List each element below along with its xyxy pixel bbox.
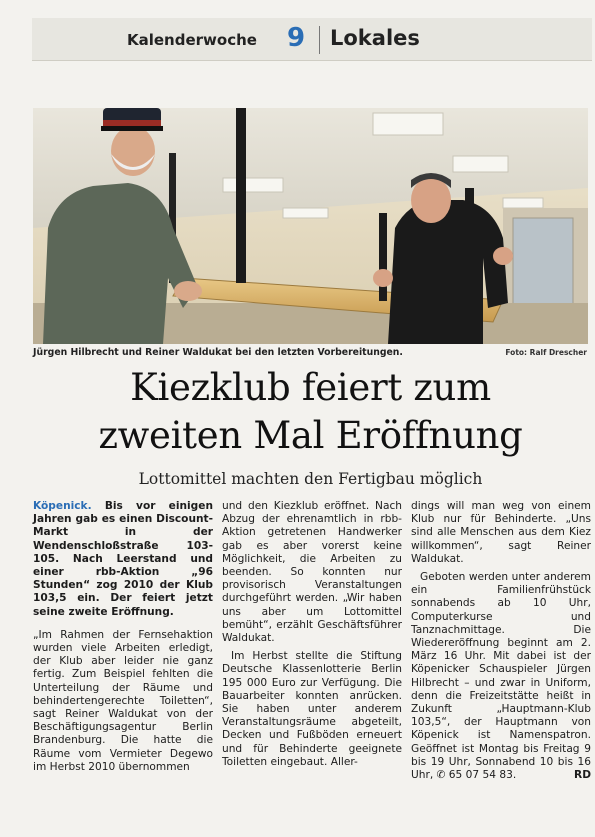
body-paragraph: Im Herbst stellte die Stiftung Deutsche Klassenlotterie Berlin 195 000 Euro zur Verfügung. Die Bauarbeiter konnten anrücken. Sie haben unter anderem Veranstaltungsräume abgeteilt, Decken und Fußböden erneuert und für Behinderte geeignete Toiletten eingebaut. Aller- <box>222 650 402 768</box>
lead-text: Bis vor einigen Jahren gab es einen Discount-Markt in der Wendenschloßstraße 103-105. Nach Leerstand und einer rbb-Aktion „96 Stunden“ zog 2010 der Klub 103,5 ein. Der feiert jetzt seine zweite Eröffnung. <box>33 500 213 618</box>
week-number: 9 <box>287 23 306 53</box>
photo-credit: Foto: Ralf Drescher <box>505 348 587 357</box>
article-headline <box>33 364 588 460</box>
body-paragraph <box>411 571 591 782</box>
body-paragraph: dings will man weg von einem Klub nur für Behinderte. „Uns sind alle Menschen aus dem Kiez willkommen“, sagt Reiner Waldukat. <box>411 500 591 565</box>
article-lead <box>33 500 213 619</box>
dateline: Köpenick. <box>33 500 92 512</box>
article-column-2 <box>222 500 402 774</box>
body-paragraph: „Im Rahmen der Fernsehaktion wurden viele Arbeiten erledigt, der Klub aber leider nie ganz fertig. Zum Beispiel fehlten die Unterteilung der Räume und behindertengerechte Toiletten“, sagt Reiner Waldukat von der Beschäftigungsagentur Berlin Brandenburg. Die hatte die Räume vom Vermieter Degewo im Herbst 2010 übernommen <box>33 628 213 773</box>
article-subheadline: Lottomittel machten den Fertigbau möglich <box>138 470 483 488</box>
article-column-3 <box>411 500 591 787</box>
photo-caption: Jürgen Hilbrecht und Reiner Waldukat bei den letzten Vorbereitungen. <box>33 347 403 358</box>
body-text: Geboten werden unter anderem ein Familienfrühstück sonnabends ab 10 Uhr, Computerkurse und Tanznachmittage. Die Wiedereröffnung beginnt am 2. März 16 Uhr. Mit dabei ist der Köpenicker Schauspieler Jürgen Hilbrecht – und zwar in Uniform, denn die Freizeitstätte heißt in Zukunft „Hauptmann-Klub 103,5“, der Hauptmann von Köpenick ist Namenspatron. Geöffnet ist Montag bis Freitag 9 bis 19 Uhr, Sonnabend 10 bis 16 Uhr, ✆ 65 07 54 83. <box>411 571 591 782</box>
headline-line-2: zweiten Mal Eröffnung <box>98 414 523 457</box>
headline-line-1: Kiezklub feiert zum <box>130 366 491 409</box>
article-photo <box>33 108 588 344</box>
header-divider <box>319 26 320 54</box>
body-paragraph: und den Kiezklub eröffnet. Nach Abzug der ehrenamtlich in rbb-Aktion getretenen Handwerker gab es aber vorerst keine Möglichkeit, die Arbeiten zu beenden. So konnten nur provisorisch Veranstaltungen durchgeführt werden. „Wir haben uns aber um Lottomittel bemüht“, erzählt Geschäftsführer Waldukat. <box>222 500 402 645</box>
week-label: Kalenderwoche <box>127 31 257 49</box>
article-column-1 <box>33 500 213 779</box>
author-signature: RD <box>574 769 591 782</box>
section-title: Lokales <box>330 26 420 50</box>
page-header <box>32 18 592 61</box>
